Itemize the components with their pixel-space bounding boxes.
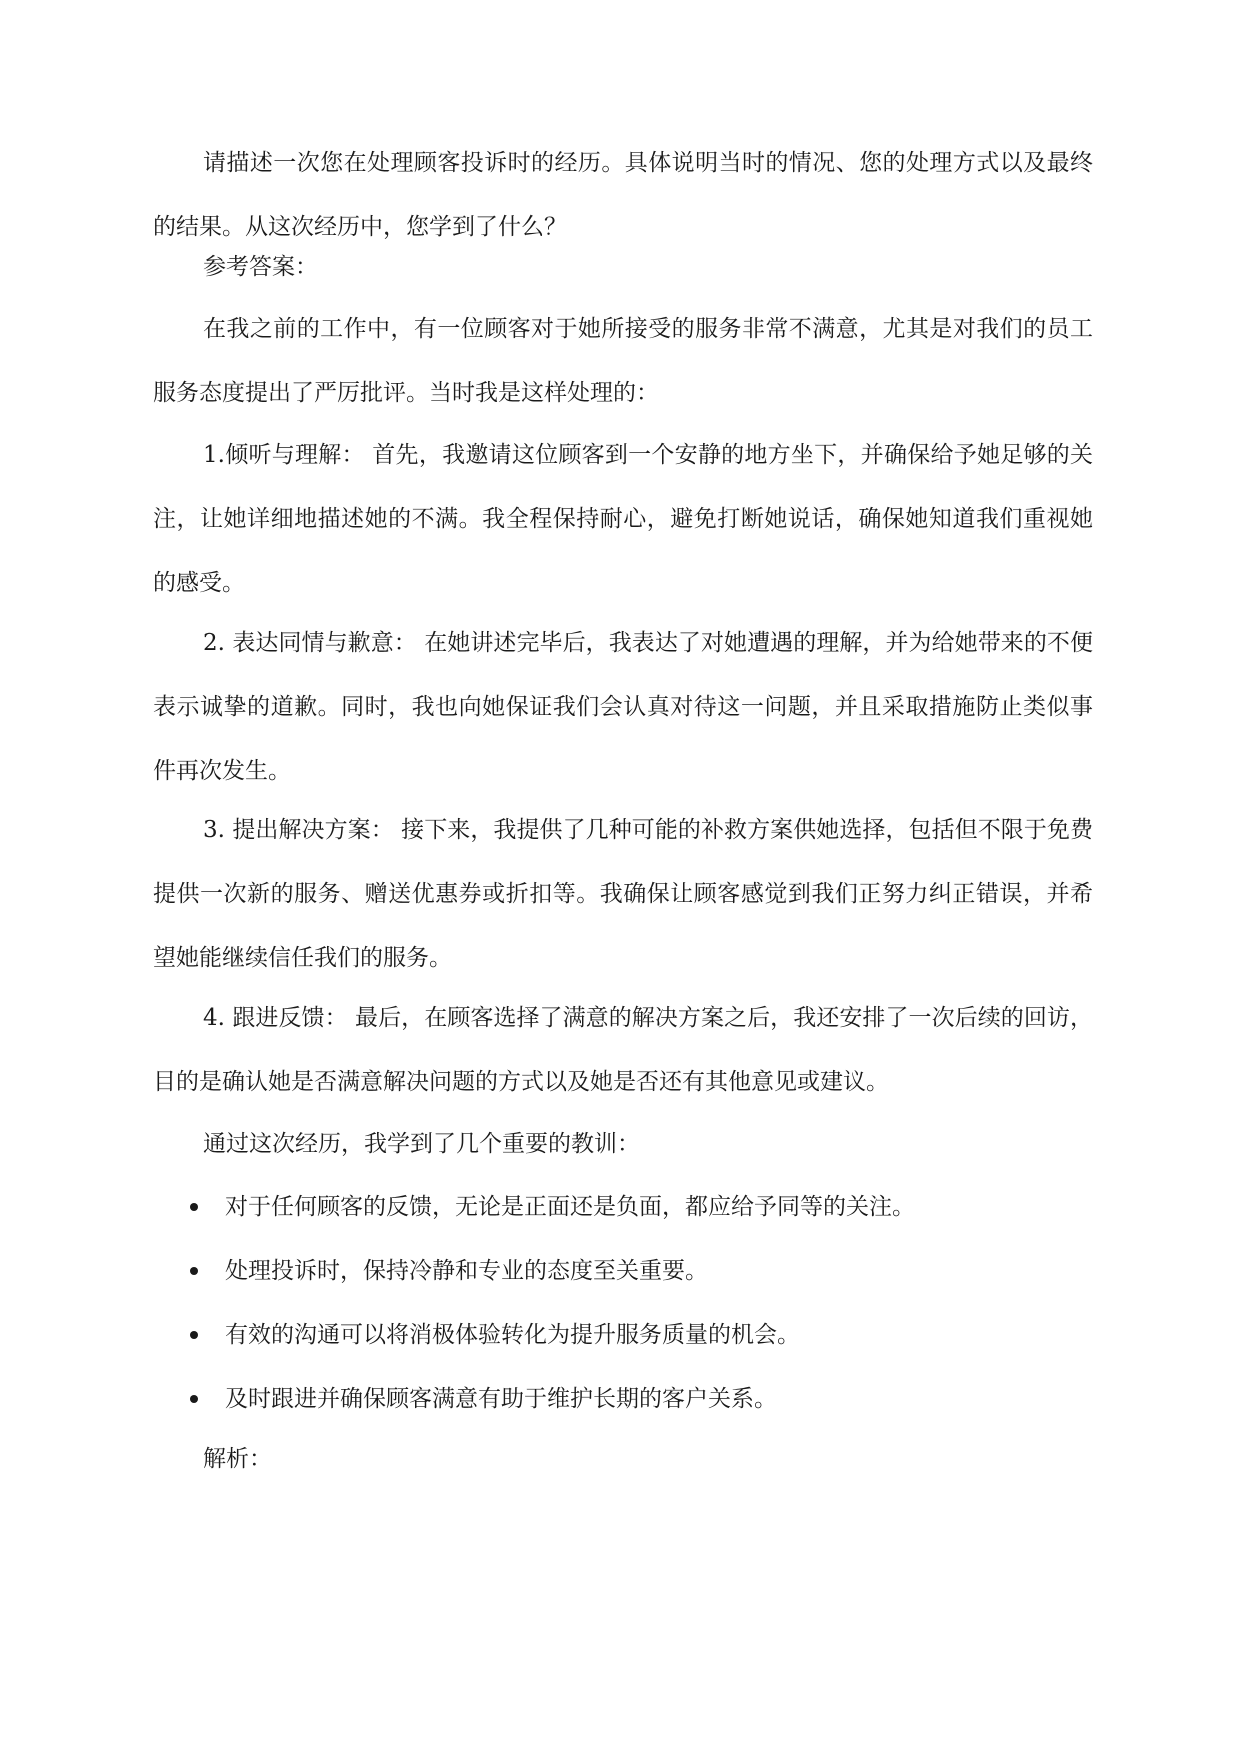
lessons-intro: 通过这次经历，我学到了几个重要的教训： [203,1131,640,1157]
analysis-label: 解析： [203,1446,272,1472]
step-solution: 3. 提出解决方案： 接下来，我提供了几种可能的补救方案供她选择，包括但不限于免费提供一次新的服务、赠送优惠券或折扣等。我确保让顾客感觉到我们正努力纠正错误，并希望她能继续信任我们的服务。 [153,817,1093,971]
lesson-text: 处理投诉时，保持冷静和专业的态度至关重要。 [225,1258,708,1284]
bullet-icon [190,1331,198,1339]
step-apologize: 2. 表达同情与歉意： 在她讲述完毕后，我表达了对她遭遇的理解，并为给她带来的不便表示诚挚的道歉。同时，我也向她保证我们会认真对待这一问题，并且采取措施防止类似事件再次发生。 [153,630,1093,784]
bullet-icon [190,1203,198,1211]
question-paragraph: 请描述一次您在处理顾客投诉时的经历。具体说明当时的情况、您的处理方式以及最终的结果。从这次经历中，您学到了什么？ [153,150,1093,240]
lesson-text: 有效的沟通可以将消极体验转化为提升服务质量的机会。 [225,1322,800,1348]
lesson-text: 及时跟进并确保顾客满意有助于维护长期的客户关系。 [225,1386,777,1412]
bullet-icon [190,1267,198,1275]
lessons-list [153,1175,1093,1431]
step-followup: 4. 跟进反馈： 最后，在顾客选择了满意的解决方案之后，我还安排了一次后续的回访，目的是确认她是否满意解决问题的方式以及她是否还有其他意见或建议。 [153,1005,1093,1095]
list-item [153,1303,1093,1367]
list-item [153,1239,1093,1303]
lesson-text: 对于任何顾客的反馈，无论是正面还是负面，都应给予同等的关注。 [225,1194,915,1220]
answer-label: 参考答案： [203,254,318,280]
list-item [153,1175,1093,1239]
list-item [153,1367,1093,1431]
intro-paragraph: 在我之前的工作中，有一位顾客对于她所接受的服务非常不满意，尤其是对我们的员工服务态度提出了严厉批评。当时我是这样处理的： [153,316,1093,406]
step-listen: 1.倾听与理解： 首先，我邀请这位顾客到一个安静的地方坐下，并确保给予她足够的关注，让她详细地描述她的不满。我全程保持耐心，避免打断她说话，确保她知道我们重视她的感受。 [153,442,1093,596]
bullet-icon [190,1395,198,1403]
